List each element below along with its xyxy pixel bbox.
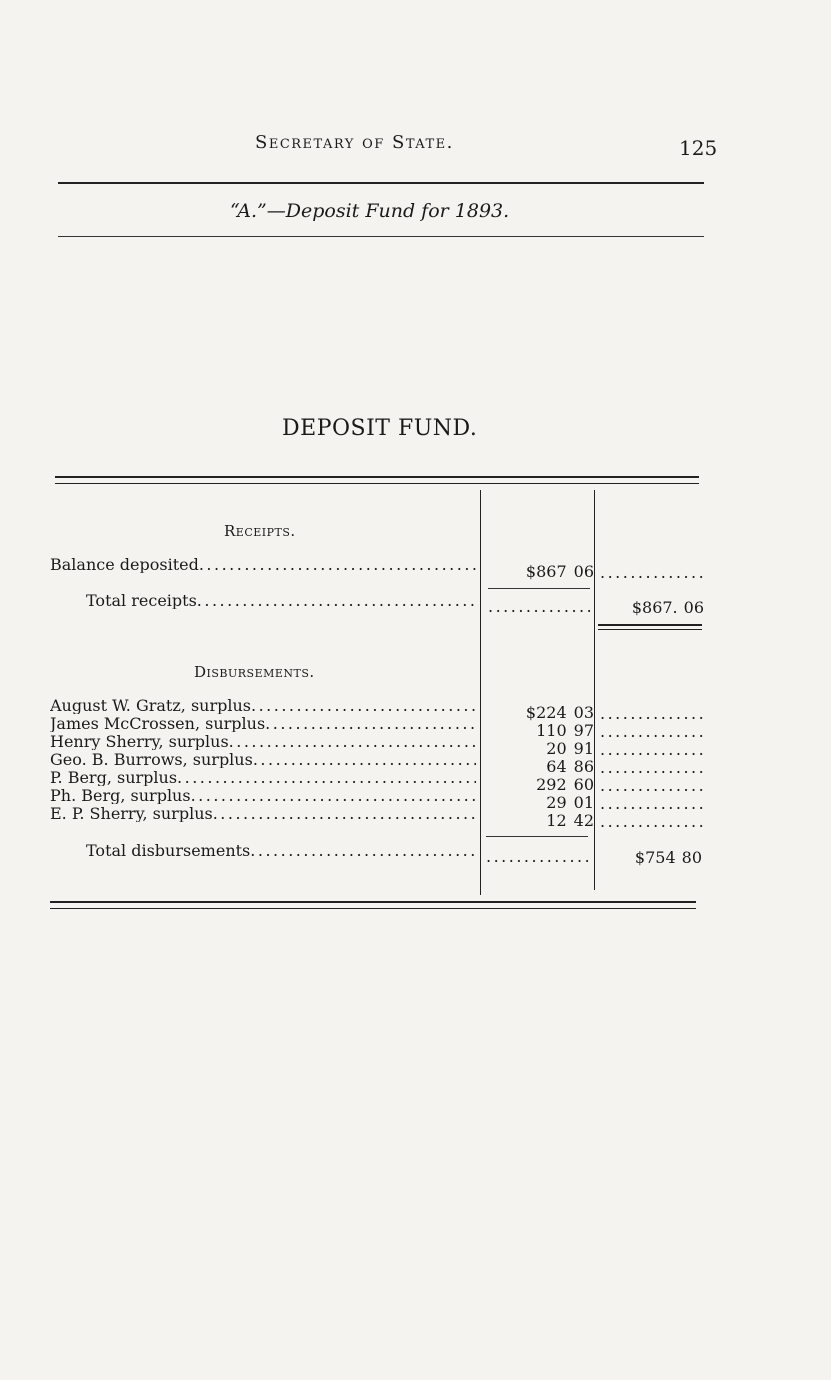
leader-dots xyxy=(486,847,588,863)
running-head: Secretary of State. xyxy=(255,132,454,153)
disbursement-label: P. Berg, surplus xyxy=(50,768,178,786)
disbursement-dollars: 12 xyxy=(546,811,567,830)
leader-dots xyxy=(191,786,476,804)
leader-dots xyxy=(199,555,476,573)
subtotal-rule xyxy=(486,836,588,837)
disbursements-total-dollars: $754 xyxy=(634,848,676,867)
leader-dots xyxy=(250,841,476,859)
disbursement-cents: 60 xyxy=(573,775,594,794)
disbursement-amount xyxy=(488,739,594,757)
page-number: 125 xyxy=(679,136,718,160)
disbursement-dollars: 29 xyxy=(546,793,567,812)
disbursement-row xyxy=(50,750,476,768)
disbursement-cents: 86 xyxy=(573,757,594,776)
disbursement-row xyxy=(50,804,476,822)
disbursement-amount xyxy=(488,775,594,793)
disbursement-dollars: 64 xyxy=(546,757,567,776)
leader-dots xyxy=(213,804,476,822)
disbursement-cents: 97 xyxy=(573,721,594,740)
disbursement-amount xyxy=(488,811,594,829)
disbursements-total-cents: 80 xyxy=(681,848,702,867)
leader-dots xyxy=(600,563,704,579)
disbursement-row xyxy=(50,768,476,786)
receipts-heading: Receipts. xyxy=(224,522,296,540)
disbursement-amount xyxy=(488,757,594,775)
receipt-dollars: $867 xyxy=(525,562,567,581)
table-top-rule xyxy=(55,476,699,484)
leader-dots xyxy=(600,794,704,810)
receipts-total-label: Total receipts xyxy=(86,591,197,609)
column-divider-right xyxy=(594,490,595,890)
disbursement-dollars: $224 xyxy=(525,703,567,722)
disbursement-cents: 91 xyxy=(573,739,594,758)
section-subtitle: “A.”—Deposit Fund for 1893. xyxy=(230,200,510,222)
receipts-total-cents: 06 xyxy=(683,598,704,617)
leader-dots xyxy=(253,750,476,768)
disbursement-row xyxy=(50,732,476,750)
receipts-total-amount xyxy=(594,598,704,616)
disbursement-cents: 42 xyxy=(573,811,594,830)
column-divider-left xyxy=(480,490,481,895)
leader-dots xyxy=(488,597,590,613)
leader-dots xyxy=(197,591,476,609)
receipts-total-dollars: $867. xyxy=(631,598,678,617)
leader-dots xyxy=(251,696,476,714)
fund-title: DEPOSIT FUND. xyxy=(282,416,478,441)
disbursement-cents: 01 xyxy=(573,793,594,812)
leader-dots xyxy=(600,758,704,774)
leader-dots xyxy=(600,704,704,720)
receipt-amount xyxy=(488,562,594,580)
disbursements-total-row xyxy=(86,841,476,859)
header-rule-top xyxy=(58,182,704,184)
disbursement-dollars: 20 xyxy=(546,739,567,758)
disbursement-row xyxy=(50,786,476,804)
subtotal-rule xyxy=(488,588,590,589)
disbursement-label: Henry Sherry, surplus xyxy=(50,732,229,750)
disbursement-label: Ph. Berg, surplus xyxy=(50,786,191,804)
receipts-total-row xyxy=(86,591,476,609)
disbursement-dollars: 292 xyxy=(536,775,567,794)
disbursement-label: E. P. Sherry, surplus xyxy=(50,804,213,822)
leader-dots xyxy=(229,732,476,750)
disbursement-label: Geo. B. Burrows, surplus xyxy=(50,750,253,768)
disbursement-label: August W. Gratz, surplus xyxy=(50,696,251,714)
disbursement-amount xyxy=(488,793,594,811)
disbursements-heading: Disbursements. xyxy=(194,663,315,681)
disbursement-amount xyxy=(488,703,594,721)
receipt-label: Balance deposited xyxy=(50,555,199,573)
disbursement-label: James McCrossen, surplus xyxy=(50,714,266,732)
receipt-cents: 06 xyxy=(573,562,594,581)
leader-dots xyxy=(265,714,476,732)
receipt-row xyxy=(50,555,476,573)
leader-dots xyxy=(600,722,704,738)
disbursements-total-label: Total disbursements xyxy=(86,841,251,859)
receipts-total-double-rule xyxy=(598,624,702,630)
disbursement-amount xyxy=(488,721,594,739)
leader-dots xyxy=(600,812,704,828)
leader-dots xyxy=(177,768,476,786)
table-bottom-rule xyxy=(50,901,696,909)
leader-dots xyxy=(600,776,704,792)
leader-dots xyxy=(600,740,704,756)
disbursement-dollars: 110 xyxy=(536,721,567,740)
header-rule-bottom xyxy=(58,236,704,237)
disbursement-cents: 03 xyxy=(573,703,594,722)
disbursements-total-amount xyxy=(592,848,702,866)
disbursement-row xyxy=(50,714,476,732)
disbursement-row xyxy=(50,696,476,714)
